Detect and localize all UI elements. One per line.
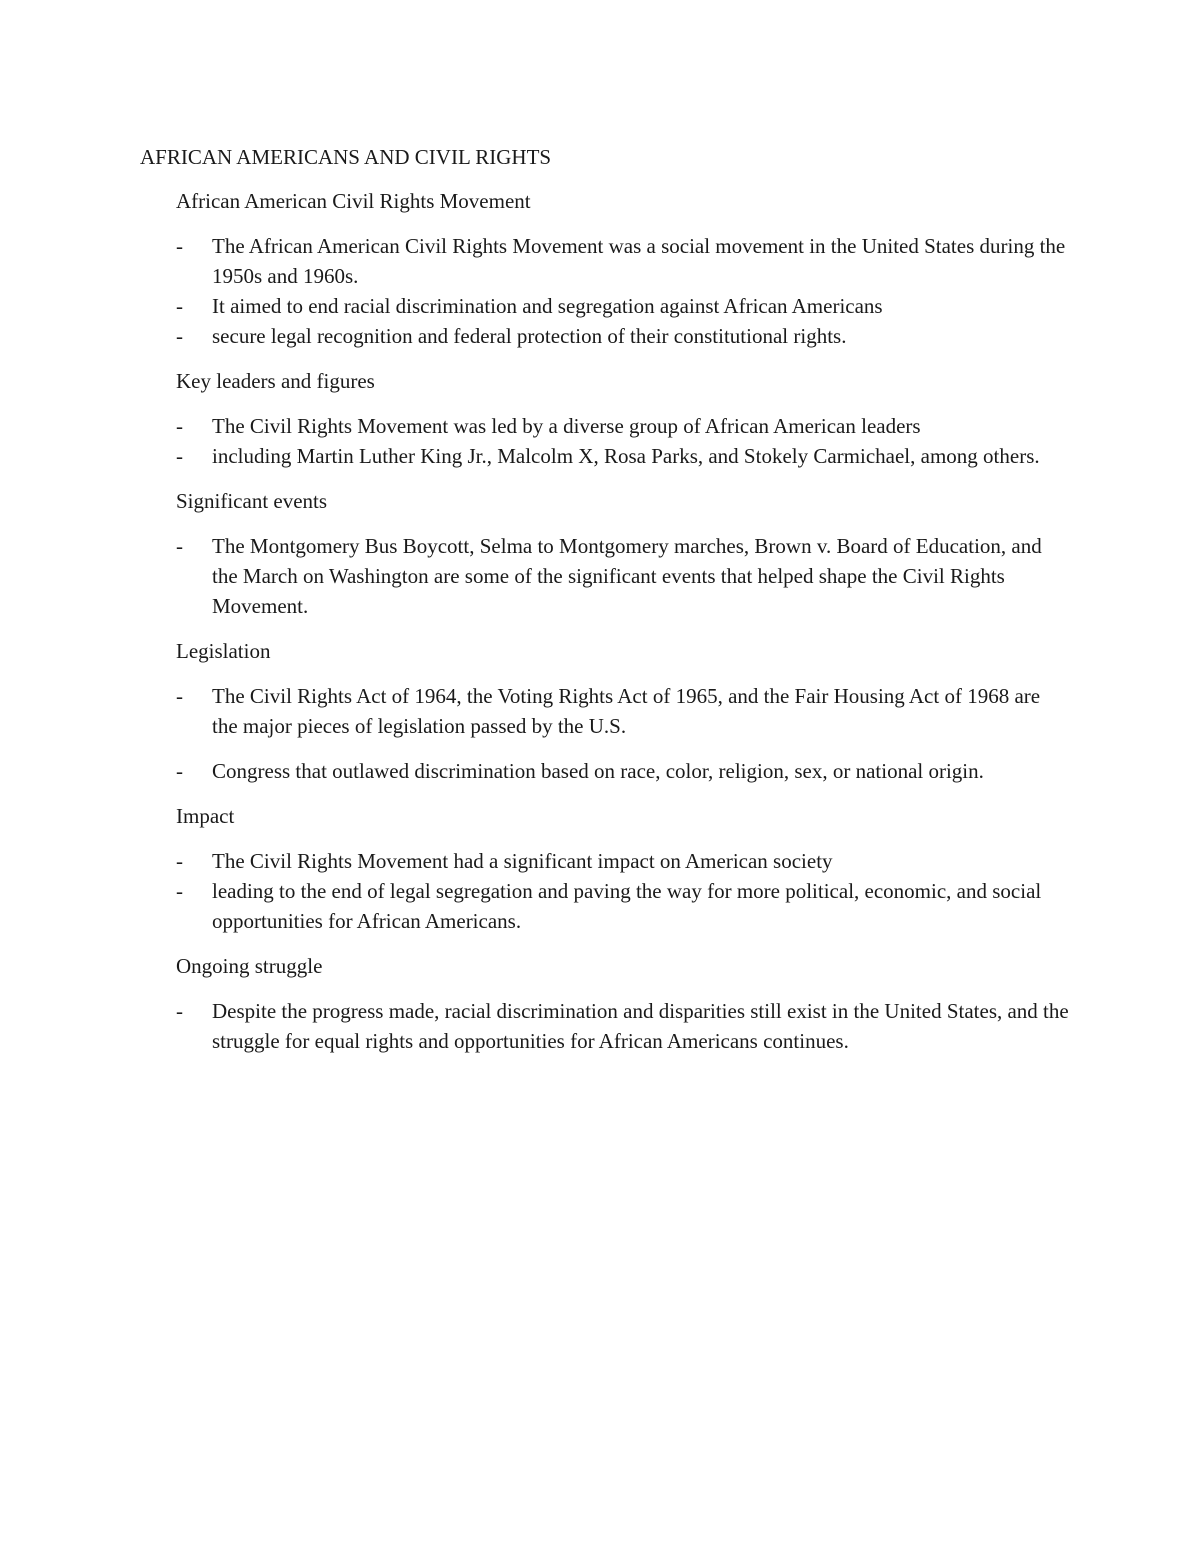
dash-bullet: - — [176, 444, 183, 468]
list-item — [176, 996, 1070, 1056]
bullet-list — [176, 231, 1070, 351]
list-item-text: The Civil Rights Act of 1964, the Voting Rights Act of 1965, and the Fair Housing Act of 1968 are the major pieces of legislation passed by the U.S. — [212, 684, 1041, 738]
document-title: AFRICAN AMERICANS AND CIVIL RIGHTS — [140, 145, 552, 169]
list-item — [176, 531, 1070, 621]
list-item-text: leading to the end of legal segregation and paving the way for more political, economic, and social opportunities for African Americans. — [212, 879, 1042, 933]
list-item-text: It aimed to end racial discrimination and segregation against African Americans — [212, 294, 883, 318]
dash-bullet: - — [176, 534, 183, 558]
bullet-list — [176, 846, 1070, 936]
dash-bullet: - — [176, 294, 183, 318]
list-item-text: The African American Civil Rights Movement was a social movement in the United States during the 1950s and 1960s. — [212, 234, 1066, 288]
dash-bullet: - — [176, 684, 183, 708]
document-body — [140, 142, 1070, 1071]
section-legislation — [176, 636, 1070, 786]
dash-bullet: - — [176, 414, 183, 438]
dash-bullet: - — [176, 234, 183, 258]
list-item — [176, 756, 1070, 786]
list-item — [176, 846, 1070, 876]
section-significant-events — [176, 486, 1070, 621]
list-item-text: The Civil Rights Movement had a significant impact on American society — [212, 849, 833, 873]
list-item-text: The Montgomery Bus Boycott, Selma to Montgomery marches, Brown v. Board of Education, and the March on Washington are some of the significant events that helped shape the Civil Rights Movement. — [212, 534, 1042, 618]
dash-bullet: - — [176, 759, 183, 783]
section-civil-rights-movement — [176, 186, 1070, 351]
list-item — [176, 411, 1070, 441]
section-heading: Legislation — [176, 639, 271, 663]
section-impact — [176, 801, 1070, 936]
section-heading: Significant events — [176, 489, 328, 513]
bullet-list — [176, 411, 1070, 471]
list-item — [176, 291, 1070, 321]
bullet-list — [176, 681, 1070, 786]
list-item-text: Despite the progress made, racial discrimination and disparities still exist in the United States, and the struggle for equal rights and opportunities for African Americans continues. — [212, 999, 1069, 1053]
section-heading: Impact — [176, 804, 235, 828]
bullet-list — [176, 531, 1070, 621]
list-item-text: The Civil Rights Movement was led by a diverse group of African American leaders — [212, 414, 921, 438]
dash-bullet: - — [176, 324, 183, 348]
list-item — [176, 321, 1070, 351]
section-heading: Ongoing struggle — [176, 954, 323, 978]
list-item — [176, 231, 1070, 291]
section-heading: Key leaders and figures — [176, 369, 375, 393]
list-item — [176, 681, 1070, 741]
list-item-text: Congress that outlawed discrimination based on race, color, religion, sex, or national origin. — [212, 759, 984, 783]
bullet-list — [176, 996, 1070, 1056]
list-item-text: secure legal recognition and federal protection of their constitutional rights. — [212, 324, 847, 348]
list-item — [176, 876, 1070, 936]
dash-bullet: - — [176, 849, 183, 873]
list-item — [176, 441, 1070, 471]
dash-bullet: - — [176, 879, 183, 903]
section-ongoing-struggle — [176, 951, 1070, 1056]
section-key-leaders — [176, 366, 1070, 471]
dash-bullet: - — [176, 999, 183, 1023]
section-heading: African American Civil Rights Movement — [176, 189, 531, 213]
list-item-text: including Martin Luther King Jr., Malcolm X, Rosa Parks, and Stokely Carmichael, among others. — [212, 444, 1040, 468]
